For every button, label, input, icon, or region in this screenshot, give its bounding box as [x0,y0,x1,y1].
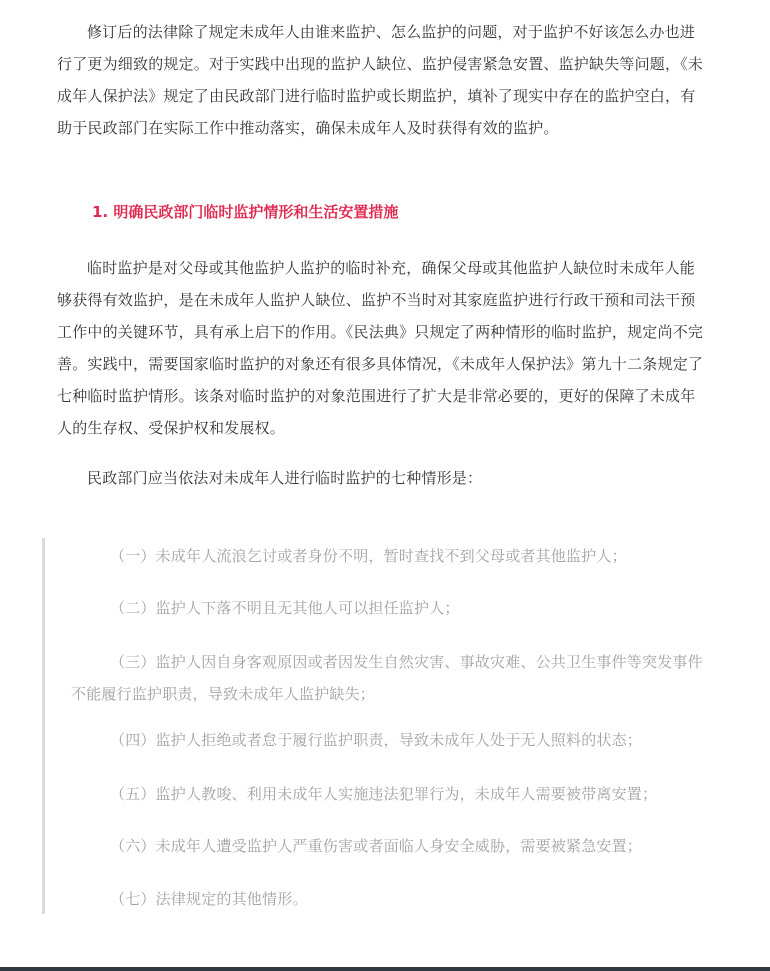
situation-item-6: （六）未成年人遭受监护人严重伤害或者面临人身安全威胁，需要被紧急安置； [110,837,643,855]
situation-item-3: （三）监护人因自身客观原因或者因发生自然灾害、事故灾难、公共卫生事件等突发事件不能履行监护职责，导致未成年人监护缺失； [71,653,703,703]
situation-item-4: （四）监护人拒绝或者怠于履行监护职责，导致未成年人处于无人照料的状态； [110,731,643,749]
situation-item-2: （二）监护人下落不明且无其他人可以担任监护人； [110,599,460,617]
seven-situations-intro: 民政部门应当依法对未成年人进行临时监护的七种情形是： [87,469,483,487]
bottom-bar [0,967,770,971]
situation-item-5: （五）监护人教唆、利用未成年人实施违法犯罪行为，未成年人需要被带离安置； [110,785,658,803]
intro-paragraph: 修订后的法律除了规定未成年人由谁来监护、怎么监护的问题，对于监护不好该怎么办也进行了更为细致的规定。对于实践中出现的监护人缺位、监护侵害紧急安置、监护缺失等问题，《未成年人保护法》规定了由民政部门进行临时监护或长期监护，填补了现实中存在的监护空白，有助于民政部门在实际工作中推动落实，确保未成年人及时获得有效的监护。 [57,23,704,137]
situation-item-7: （七）法律规定的其他情形。 [110,890,308,908]
section-heading: 1. 明确民政部门临时监护情形和生活安置措施 [92,203,399,221]
temporary-guardianship-paragraph: 临时监护是对父母或其他监护人监护的临时补充，确保父母或其他监护人缺位时未成年人能够获得有效监护，是在未成年人监护人缺位、监护不当时对其家庭监护进行行政干预和司法干预工作中的关键环节，具有承上启下的作用。《民法典》只规定了两种情形的临时监护，规定尚不完善。实践中，需要国家临时监护的对象还有很多具体情况，《未成年人保护法》第九十二条规定了七种临时监护情形。该条对临时监护的对象范围进行了扩大是非常必要的，更好的保障了未成年人的生存权、受保护权和发展权。 [57,259,704,437]
situation-item-1: （一）未成年人流浪乞讨或者身份不明，暂时查找不到父母或者其他监护人； [110,547,627,565]
situations-blockquote [42,538,713,914]
